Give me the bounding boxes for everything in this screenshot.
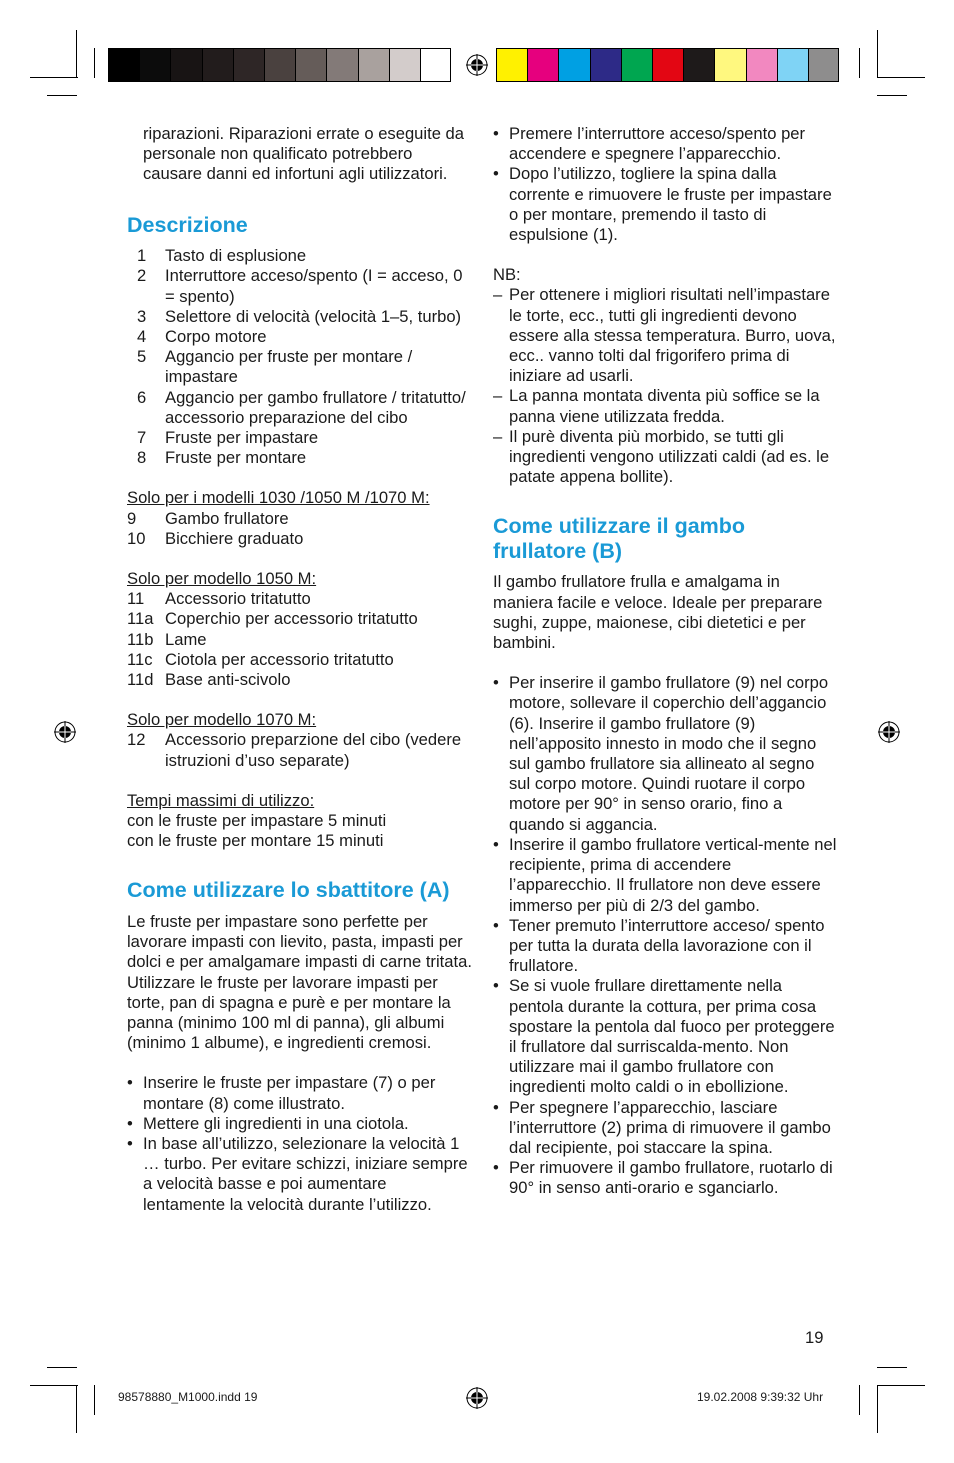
color-swatch <box>558 48 589 82</box>
crop-mark <box>877 95 907 96</box>
item-number: 7 <box>137 427 147 447</box>
color-swatch <box>714 48 745 82</box>
item-number: 6 <box>137 387 147 407</box>
crop-mark <box>30 77 78 78</box>
models-1-label: Solo per i modelli 1030 /1050 M /1070 M: <box>127 488 430 508</box>
crop-mark <box>877 77 925 78</box>
models-3-label: Solo per modello 1070 M: <box>127 710 317 730</box>
dash-item: – Per ottenere i migliori risultati nell’impastare le torte, ecc., tutti gli ingredienti devono essere alla stessa temperatura. Burro, uova, ecc.. vanno tolti dal frigorifero prima di iniziare ad usarli. <box>493 285 838 386</box>
list-item <box>127 307 472 327</box>
item-text: Lame <box>165 629 207 649</box>
registration-mark-icon <box>466 54 488 76</box>
item-number: 10 <box>127 528 146 548</box>
crop-mark <box>877 1385 925 1386</box>
item-text: Bicchiere graduato <box>165 528 304 548</box>
times-line-1: con le fruste per impastare 5 minuti <box>127 810 387 830</box>
color-swatch <box>202 48 233 82</box>
dash-item: – La panna montata diventa più soffice se la panna viene utilizzata fredda. <box>493 386 838 426</box>
bullet-item: • Mettere gli ingredienti in una ciotola. <box>127 1114 472 1134</box>
item-number: 8 <box>137 448 147 468</box>
item-text: Aggancio per gambo frullatore / tritatutto/ accessorio preparazione del cibo <box>165 387 466 427</box>
nb-label: NB: <box>493 265 521 285</box>
page-number: 19 <box>805 1328 824 1347</box>
color-swatch <box>746 48 777 82</box>
process-color-bar <box>496 48 839 82</box>
color-swatch <box>233 48 264 82</box>
color-swatch <box>527 48 558 82</box>
descrizione-heading: Descrizione <box>127 212 248 237</box>
list-item <box>127 730 472 770</box>
color-swatch <box>652 48 683 82</box>
color-swatch <box>621 48 652 82</box>
item-number: 2 <box>137 266 147 286</box>
grayscale-color-bar <box>108 48 451 82</box>
item-text: Tasto di esplusione <box>165 246 307 266</box>
bullet-item: • In base all’utilizzo, selezionare la velocità 1 … turbo. Per evitare schizzi, iniziare sempre a velocità basse e poi aumentare lentamente la velocità durante l’utilizzo. <box>127 1134 472 1215</box>
registration-mark-icon <box>54 721 76 743</box>
item-number: 3 <box>137 306 147 326</box>
item-text: Accessorio tritatutto <box>165 589 311 609</box>
sbattitore-heading: Come utilizzare lo sbattitore (A) <box>127 878 450 903</box>
item-text: Base anti-scivolo <box>165 669 291 689</box>
list-item <box>127 670 472 690</box>
color-swatch <box>808 48 839 82</box>
crop-mark <box>76 30 77 78</box>
list-item <box>127 509 472 529</box>
item-text: Aggancio per fruste per montare / impastare <box>165 347 413 387</box>
crop-mark <box>94 48 95 78</box>
color-swatch <box>420 48 451 82</box>
list-item <box>127 589 472 609</box>
bullet-item: • Inserire il gambo frullatore vertical-mente nel recipiente, prima di accendere l’apparecchio. Il frullatore non deve essere immerso per più di 2/3 del gambo. <box>493 835 838 916</box>
color-swatch <box>108 48 139 82</box>
parts-list-models-2 <box>127 589 472 690</box>
color-swatch <box>295 48 326 82</box>
left-column <box>127 124 472 1215</box>
crop-mark <box>877 1367 907 1368</box>
color-swatch <box>683 48 714 82</box>
right-column <box>493 124 838 1199</box>
list-item <box>127 630 472 650</box>
list-item <box>127 347 472 387</box>
item-number: 11d <box>127 669 154 689</box>
crop-mark <box>877 30 878 78</box>
dash-item: – Il purè diventa più morbido, se tutti gli ingredienti vengono utilizzati caldi (ad es. le patate appena bollite). <box>493 427 838 488</box>
color-swatch <box>170 48 201 82</box>
intro-paragraph: riparazioni. Riparazioni errate o eseguite da personale non qualificato potrebbero causare danni ed infortuni agli utilizzatori. <box>143 124 464 184</box>
list-item <box>127 529 472 549</box>
registration-mark-icon <box>466 1387 488 1409</box>
bullet-item: • Per spegnere l’apparecchio, lasciare l’interruttore (2) prima di rimuovere il gambo dal recipiente, poi staccare la spina. <box>493 1098 838 1159</box>
list-item <box>127 388 472 428</box>
crop-mark <box>877 1385 878 1433</box>
bullet-item: • Se si vuole frullare direttamente nella pentola durante la cottura, per prima cosa spostare la pentola dal fuoco per proteggere il frullatore dal surriscalda-mento. Non utilizzare mai il gambo frullatore con ingredienti molto caldi o in ebollizione. <box>493 976 838 1097</box>
color-swatch <box>264 48 295 82</box>
crop-mark <box>47 95 77 96</box>
times-line-2: con le fruste per montare 15 minuti <box>127 831 384 851</box>
parts-list-models-1 <box>127 509 472 549</box>
bullet-item: • Inserire le fruste per impastare (7) o per montare (8) come illustrato. <box>127 1073 472 1113</box>
sbattitore-paragraph: Le fruste per impastare sono perfette per lavorare impasti con lievito, pasta, impasti per dolci e per amalgamare impasti di carne tritata. Utilizzare le fruste per lavorare impasti per torte, pan di spagna e purè e per montare la panna (minimo 100 ml di panna), gli albumi (minimo 1 albume), e ingredienti cremosi. <box>127 911 472 1053</box>
usage-steps <box>493 124 838 245</box>
list-item <box>127 327 472 347</box>
item-text: Ciotola per accessorio tritatutto <box>165 649 394 669</box>
item-number: 12 <box>127 730 146 750</box>
color-swatch <box>777 48 808 82</box>
item-text: Gambo frullatore <box>165 508 289 528</box>
item-text: Selettore di velocità (velocità 1–5, turbo) <box>165 306 462 326</box>
crop-mark <box>76 1385 77 1433</box>
color-swatch <box>590 48 621 82</box>
item-text: Fruste per montare <box>165 448 307 468</box>
item-number: 11a <box>127 609 154 629</box>
bullet-item: • Premere l’interruttore acceso/spento per accendere e spegnere l’apparecchio. <box>493 124 838 164</box>
crop-mark <box>30 1385 78 1386</box>
list-item <box>127 448 472 468</box>
parts-list <box>127 246 472 468</box>
color-swatch <box>326 48 357 82</box>
bullet-item: • Tener premuto l’interruttore acceso/ spento per tutta la durata della lavorazione con il frullatore. <box>493 916 838 977</box>
item-number: 11 <box>127 589 145 609</box>
item-number: 4 <box>137 326 147 346</box>
slug-timestamp: 19.02.2008 9:39:32 Uhr <box>697 1390 824 1404</box>
item-text: Coperchio per accessorio tritatutto <box>165 609 418 629</box>
crop-mark <box>47 1367 77 1368</box>
bullet-item: • Dopo l’utilizzo, togliere la spina dalla corrente e rimuovere le fruste per impastare o per montare, premendo il tasto di espulsione (1). <box>493 164 838 245</box>
bullet-item: • Per inserire il gambo frullatore (9) nel corpo motore, sollevare il coperchio dell’aggancio (6). Inserire il gambo frullatore (9) nell’apposito innesto in modo che il segno sul gambo frullatore sia allineato al segno sul corpo motore. Quindi ruotare il corpo motore per 90° in senso orario, fino a quando si aggancia. <box>493 673 838 835</box>
item-number: 5 <box>137 347 147 367</box>
color-swatch <box>389 48 420 82</box>
sbattitore-steps <box>127 1073 472 1214</box>
item-text: Interruttore acceso/spento (I = acceso, 0 = spento) <box>165 266 463 306</box>
slug-filename: 98578880_M1000.indd 19 <box>118 1390 258 1404</box>
item-number: 11b <box>127 629 154 649</box>
crop-mark <box>859 1385 860 1415</box>
parts-list-models-3 <box>127 730 472 770</box>
models-2-label: Solo per modello 1050 M: <box>127 568 317 588</box>
bullet-item: • Per rimuovere il gambo frullatore, ruotarlo di 90° in senso anti-orario e sganciarlo. <box>493 1158 838 1198</box>
item-number: 1 <box>137 246 147 266</box>
list-item <box>127 428 472 448</box>
item-text: Accessorio preparzione del cibo (vedere istruzioni d’uso separate) <box>165 730 462 770</box>
registration-mark-icon <box>878 721 900 743</box>
nb-notes <box>493 285 838 487</box>
crop-mark <box>94 1385 95 1415</box>
gambo-heading: Come utilizzare il gambo frullatore (B) <box>493 514 746 563</box>
gambo-steps <box>493 673 838 1198</box>
list-item <box>127 246 472 266</box>
item-number: 9 <box>127 508 137 528</box>
times-label: Tempi massimi di utilizzo: <box>127 790 315 810</box>
list-item <box>127 650 472 670</box>
gambo-paragraph: Il gambo frullatore frulla e amalgama in maniera facile e veloce. Ideale per preparare sughi, zuppe, maionese, cibi dietetici e per bambini. <box>493 572 823 653</box>
color-swatch <box>139 48 170 82</box>
crop-mark <box>859 48 860 78</box>
item-text: Fruste per impastare <box>165 427 319 447</box>
color-swatch <box>358 48 389 82</box>
list-item <box>127 266 472 306</box>
color-swatch <box>496 48 527 82</box>
item-number: 11c <box>127 649 153 669</box>
list-item <box>127 609 472 629</box>
item-text: Corpo motore <box>165 326 267 346</box>
